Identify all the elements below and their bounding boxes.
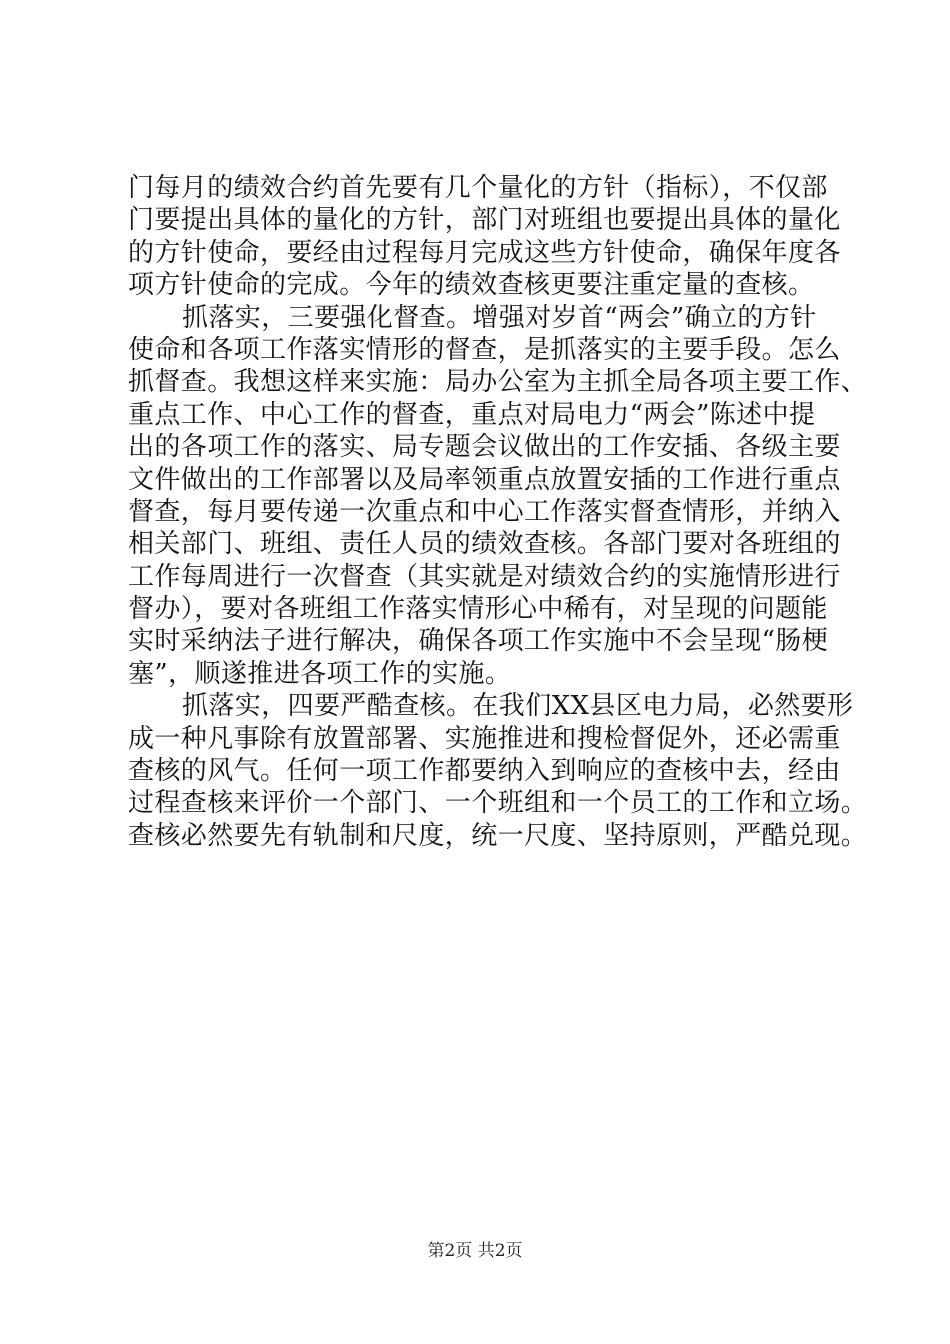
- text-line: 抓督查。我想这样来实施：局办公室为主抓全局各项主要工作、: [128, 367, 868, 398]
- page-number-footer: 第2页 共2页: [427, 1241, 523, 1261]
- text-line: 查核必然要先有轨制和尺度，统一尺度、坚持原则，严酷兑现。: [128, 820, 868, 851]
- text-line: 项方针使命的完成。今年的绩效查核更要注重定量的查核。: [128, 270, 815, 301]
- text-line: 使命和各项工作落实情形的督查，是抓落实的主要手段。怎么: [128, 334, 841, 365]
- text-line: 文件做出的工作部署以及局率领重点放置安插的工作进行重点: [128, 464, 841, 495]
- text-line: 的方针使命，要经由过程每月完成这些方针使命，确保年度各: [128, 237, 841, 268]
- text-line: 相关部门、班组、责任人员的绩效查核。各部门要对各班组的: [128, 529, 841, 560]
- text-line: 督办），要对各班组工作落实情形心中稀有，对呈现的问题能: [128, 594, 828, 625]
- text-line: 督查，每月要传递一次重点和中心工作落实督查情形，并纳入: [128, 496, 841, 527]
- text-line: 抓落实，三要强化督查。增强对岁首“两会”确立的方针: [182, 302, 817, 333]
- text-line: 塞”，顺遂推进各项工作的实施。: [128, 658, 512, 689]
- text-line: 工作每周进行一次督查（其实就是对绩效合约的实施情形进行: [128, 561, 841, 592]
- text-line: 出的各项工作的落实、局专题会议做出的工作安插、各级主要: [128, 432, 841, 463]
- paragraph-1: [128, 172, 840, 302]
- text-line: 过程查核来评价一个部门、一个班组和一个员工的工作和立场。: [128, 788, 868, 819]
- text-line: 成一种凡事除有放置部署、实施推进和搜检督促外，还必需重: [128, 723, 841, 754]
- text-line: 实时采纳法子进行解决，确保各项工作实施中不会呈现“肠梗: [128, 626, 829, 657]
- text-line: 重点工作、中心工作的督查，重点对局电力“两会”陈述中提: [128, 399, 816, 430]
- text-line: 抓落实，四要严酷查核。在我们XX县区电力局，必然要形: [182, 691, 854, 722]
- text-line: 查核的风气。任何一项工作都要纳入到响应的查核中去，经由: [128, 756, 841, 787]
- text-line: 门每月的绩效合约首先要有几个量化的方针（指标），不仅部: [128, 173, 828, 203]
- document-body: [128, 172, 868, 852]
- text-line: 门要提出具体的量化的方针，部门对班组也要提出具体的量化: [128, 205, 841, 236]
- paragraph-3: [128, 690, 868, 852]
- paragraph-2: [128, 302, 868, 691]
